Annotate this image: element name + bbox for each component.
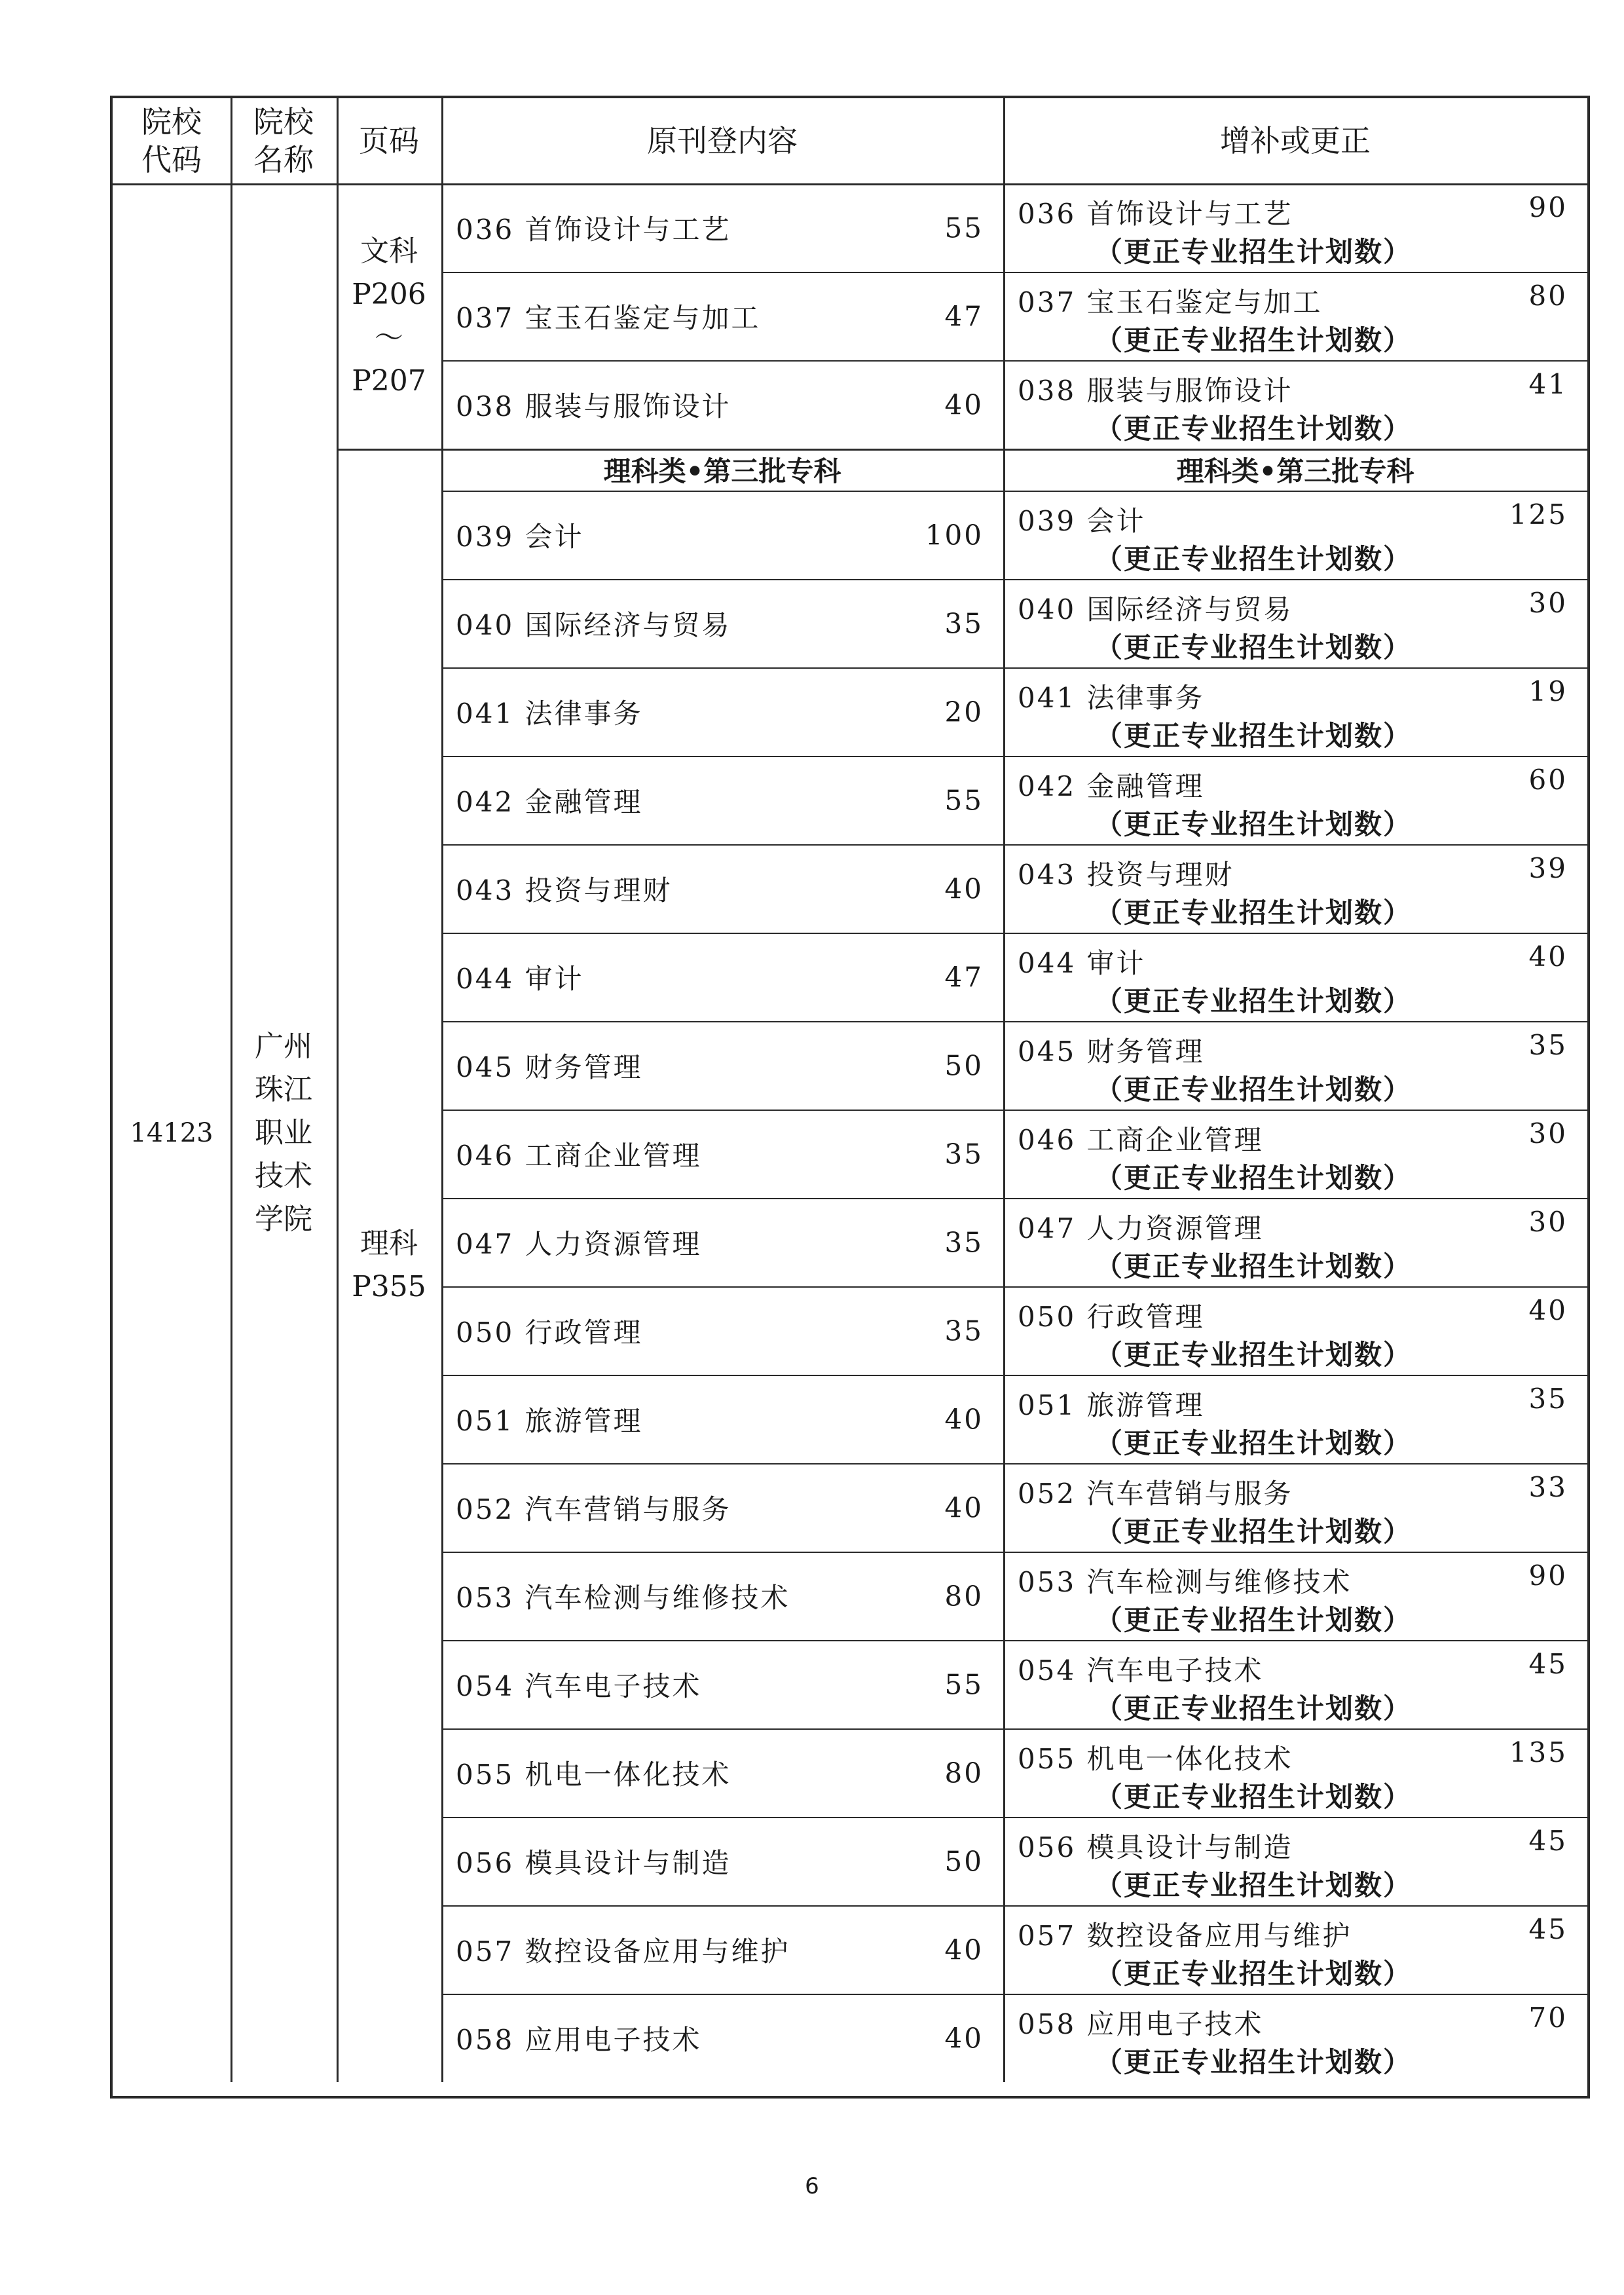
original-count: 80 xyxy=(944,1757,984,1789)
page-number: 6 xyxy=(805,2173,819,2199)
correction-note: （更正专业招生计划数） xyxy=(1095,1516,1412,1548)
corrected-major: 058 应用电子技术 xyxy=(1018,2008,1264,2040)
correction-table xyxy=(110,96,1590,2099)
correction-note: （更正专业招生计划数） xyxy=(1095,1427,1412,1459)
correction-entry xyxy=(1003,1905,1587,1994)
header-school-name: 院校名称 xyxy=(253,104,314,177)
original-count: 40 xyxy=(944,1403,984,1435)
corrected-count: 40 xyxy=(1528,1294,1568,1326)
original-major: 044 审计 xyxy=(456,962,584,995)
original-count: 55 xyxy=(944,784,984,816)
correction-entry xyxy=(1003,1640,1587,1728)
corrected-count: 80 xyxy=(1528,280,1568,312)
header-school-code: 院校代码 xyxy=(141,104,202,177)
original-major: 050 行政管理 xyxy=(456,1316,643,1349)
header-correction: 增补或更正 xyxy=(1220,123,1371,159)
correction-entry xyxy=(1003,1994,1587,2082)
corrected-major: 051 旅游管理 xyxy=(1018,1389,1205,1421)
original-major: 040 国际经济与贸易 xyxy=(456,608,731,641)
original-count: 40 xyxy=(944,2022,984,2054)
original-major: 042 金融管理 xyxy=(456,785,643,818)
correction-note: （更正专业招生计划数） xyxy=(1095,1073,1412,1106)
corrected-major: 050 行政管理 xyxy=(1018,1301,1205,1333)
original-major: 058 应用电子技术 xyxy=(456,2023,702,2056)
original-count: 50 xyxy=(944,1845,984,1877)
correction-entry xyxy=(1003,756,1587,844)
original-entry xyxy=(441,844,1003,933)
original-entry xyxy=(441,360,1003,449)
corrected-major: 040 国际经济与贸易 xyxy=(1018,593,1293,625)
corrected-major: 037 宝玉石鉴定与加工 xyxy=(1018,286,1323,318)
original-count: 35 xyxy=(944,1315,984,1347)
correction-note: （更正专业招生计划数） xyxy=(1095,2046,1412,2078)
original-major: 041 法律事务 xyxy=(456,697,643,730)
corrected-count: 39 xyxy=(1528,852,1568,884)
corrected-count: 33 xyxy=(1528,1471,1568,1503)
original-major: 045 财务管理 xyxy=(456,1051,643,1083)
correction-note: （更正专业招生计划数） xyxy=(1095,236,1412,268)
original-major: 037 宝玉石鉴定与加工 xyxy=(456,301,761,334)
original-count: 40 xyxy=(944,1491,984,1523)
original-entry xyxy=(441,1640,1003,1728)
original-major: 055 机电一体化技术 xyxy=(456,1758,731,1791)
school-name: 广州珠江职业技术学院 xyxy=(255,1029,312,1236)
correction-note: （更正专业招生计划数） xyxy=(1095,985,1412,1017)
correction-note: （更正专业招生计划数） xyxy=(1095,720,1412,752)
corrected-major: 039 会计 xyxy=(1018,505,1146,537)
correction-note: （更正专业招生计划数） xyxy=(1095,1692,1412,1725)
arts-page-range: 文科P206～P207 xyxy=(352,234,426,398)
original-major: 056 模具设计与制造 xyxy=(456,1846,731,1879)
original-entry xyxy=(441,491,1003,579)
corrected-count: 30 xyxy=(1528,1117,1568,1149)
corrected-count: 90 xyxy=(1528,1559,1568,1592)
corrected-major: 042 金融管理 xyxy=(1018,770,1205,802)
correction-note: （更正专业招生计划数） xyxy=(1095,1339,1412,1371)
original-count: 80 xyxy=(944,1580,984,1612)
correction-entry xyxy=(1003,1817,1587,1905)
original-count: 40 xyxy=(944,388,984,420)
original-count: 35 xyxy=(944,1226,984,1258)
correction-entry xyxy=(1003,933,1587,1021)
original-major: 054 汽车电子技术 xyxy=(456,1670,702,1702)
original-entry xyxy=(441,756,1003,844)
corrected-count: 19 xyxy=(1528,675,1568,707)
corrected-major: 045 财务管理 xyxy=(1018,1036,1205,1068)
correction-note: （更正专业招生计划数） xyxy=(1095,1781,1412,1813)
original-count: 40 xyxy=(944,1933,984,1966)
original-entry xyxy=(441,933,1003,1021)
header-page: 页码 xyxy=(359,123,419,159)
original-entry xyxy=(441,667,1003,756)
original-count: 40 xyxy=(944,872,984,905)
correction-note: （更正专业招生计划数） xyxy=(1095,1958,1412,1990)
correction-note: （更正专业招生计划数） xyxy=(1095,1604,1412,1636)
corrected-count: 40 xyxy=(1528,941,1568,973)
corrected-major: 038 服装与服饰设计 xyxy=(1018,375,1293,407)
original-entry xyxy=(441,1994,1003,2082)
corrected-major: 055 机电一体化技术 xyxy=(1018,1743,1293,1775)
original-entry xyxy=(441,1817,1003,1905)
original-count: 35 xyxy=(944,607,984,639)
corrected-major: 036 首饰设计与工艺 xyxy=(1018,198,1293,230)
corrected-count: 60 xyxy=(1528,764,1568,796)
original-entry xyxy=(441,1905,1003,1994)
corrected-count: 45 xyxy=(1528,1913,1568,1945)
original-count: 55 xyxy=(944,212,984,244)
corrected-count: 45 xyxy=(1528,1825,1568,1857)
original-major: 053 汽车检测与维修技术 xyxy=(456,1581,790,1614)
original-entry xyxy=(441,1021,1003,1110)
correction-entry xyxy=(1003,491,1587,579)
corrected-major: 041 法律事务 xyxy=(1018,682,1205,714)
original-major: 057 数控设备应用与维护 xyxy=(456,1935,790,1968)
correction-note: （更正专业招生计划数） xyxy=(1095,808,1412,840)
correction-note: （更正专业招生计划数） xyxy=(1095,324,1412,356)
corrected-major: 054 汽车电子技术 xyxy=(1018,1654,1264,1687)
original-count: 47 xyxy=(944,300,984,332)
corrected-count: 35 xyxy=(1528,1383,1568,1415)
corrected-major: 046 工商企业管理 xyxy=(1018,1124,1264,1156)
original-major: 046 工商企业管理 xyxy=(456,1139,702,1172)
original-entry xyxy=(441,1552,1003,1640)
corrected-major: 056 模具设计与制造 xyxy=(1018,1831,1293,1863)
corrected-major: 047 人力资源管理 xyxy=(1018,1212,1264,1244)
correction-entry xyxy=(1003,844,1587,933)
original-entry xyxy=(441,1375,1003,1463)
correction-entry xyxy=(1003,183,1587,272)
correction-entry xyxy=(1003,667,1587,756)
correction-note: （更正专业招生计划数） xyxy=(1095,1250,1412,1282)
correction-entry xyxy=(1003,1728,1587,1817)
corrected-count: 70 xyxy=(1528,2002,1568,2034)
science-page: 理科P355 xyxy=(352,1227,426,1303)
correction-entry xyxy=(1003,1463,1587,1552)
correction-entry xyxy=(1003,1198,1587,1286)
original-entry xyxy=(441,1286,1003,1375)
corrected-major: 053 汽车检测与维修技术 xyxy=(1018,1566,1352,1598)
original-major: 038 服装与服饰设计 xyxy=(456,390,731,422)
correction-entry xyxy=(1003,1286,1587,1375)
original-entry xyxy=(441,183,1003,272)
original-entry xyxy=(441,1198,1003,1286)
corrected-major: 052 汽车营销与服务 xyxy=(1018,1478,1293,1510)
original-major: 051 旅游管理 xyxy=(456,1404,643,1437)
correction-entry xyxy=(1003,1110,1587,1198)
original-entry xyxy=(441,1728,1003,1817)
correction-note: （更正专业招生计划数） xyxy=(1095,897,1412,929)
correction-entry xyxy=(1003,272,1587,360)
corrected-count: 41 xyxy=(1528,368,1568,400)
original-major: 047 人力资源管理 xyxy=(456,1227,702,1260)
corrected-major: 044 审计 xyxy=(1018,947,1146,979)
corrected-count: 30 xyxy=(1528,1206,1568,1238)
original-count: 35 xyxy=(944,1138,984,1170)
corrected-count: 135 xyxy=(1509,1736,1568,1768)
school-code: 14123 xyxy=(130,1117,213,1148)
original-major: 036 首饰设计与工艺 xyxy=(456,213,731,246)
original-count: 20 xyxy=(944,696,984,728)
corrected-count: 45 xyxy=(1528,1648,1568,1680)
corrected-count: 35 xyxy=(1528,1029,1568,1061)
original-entry xyxy=(441,1110,1003,1198)
correction-entry xyxy=(1003,1021,1587,1110)
section-title-correction: 理科类•第三批专科 xyxy=(1176,455,1414,487)
corrected-major: 043 投资与理财 xyxy=(1018,859,1234,891)
original-major: 039 会计 xyxy=(456,520,584,553)
corrected-count: 90 xyxy=(1528,191,1568,223)
corrected-count: 30 xyxy=(1528,587,1568,619)
correction-entry xyxy=(1003,1375,1587,1463)
original-entry xyxy=(441,579,1003,667)
section-title-original: 理科类•第三批专科 xyxy=(603,455,841,487)
original-major: 052 汽车营销与服务 xyxy=(456,1493,731,1525)
correction-note: （更正专业招生计划数） xyxy=(1095,1162,1412,1194)
correction-note: （更正专业招生计划数） xyxy=(1095,543,1412,575)
correction-entry xyxy=(1003,1552,1587,1640)
correction-note: （更正专业招生计划数） xyxy=(1095,413,1412,445)
correction-note: （更正专业招生计划数） xyxy=(1095,631,1412,663)
correction-entry xyxy=(1003,579,1587,667)
corrected-count: 125 xyxy=(1509,498,1568,531)
original-entry xyxy=(441,1463,1003,1552)
corrected-major: 057 数控设备应用与维护 xyxy=(1018,1920,1352,1952)
original-major: 043 投资与理财 xyxy=(456,874,673,906)
original-entry xyxy=(441,272,1003,360)
original-count: 50 xyxy=(944,1049,984,1081)
original-count: 47 xyxy=(944,961,984,993)
header-original: 原刊登内容 xyxy=(647,123,798,159)
original-count: 100 xyxy=(925,519,984,551)
original-count: 55 xyxy=(944,1668,984,1700)
correction-entry xyxy=(1003,360,1587,449)
correction-note: （更正专业招生计划数） xyxy=(1095,1869,1412,1901)
